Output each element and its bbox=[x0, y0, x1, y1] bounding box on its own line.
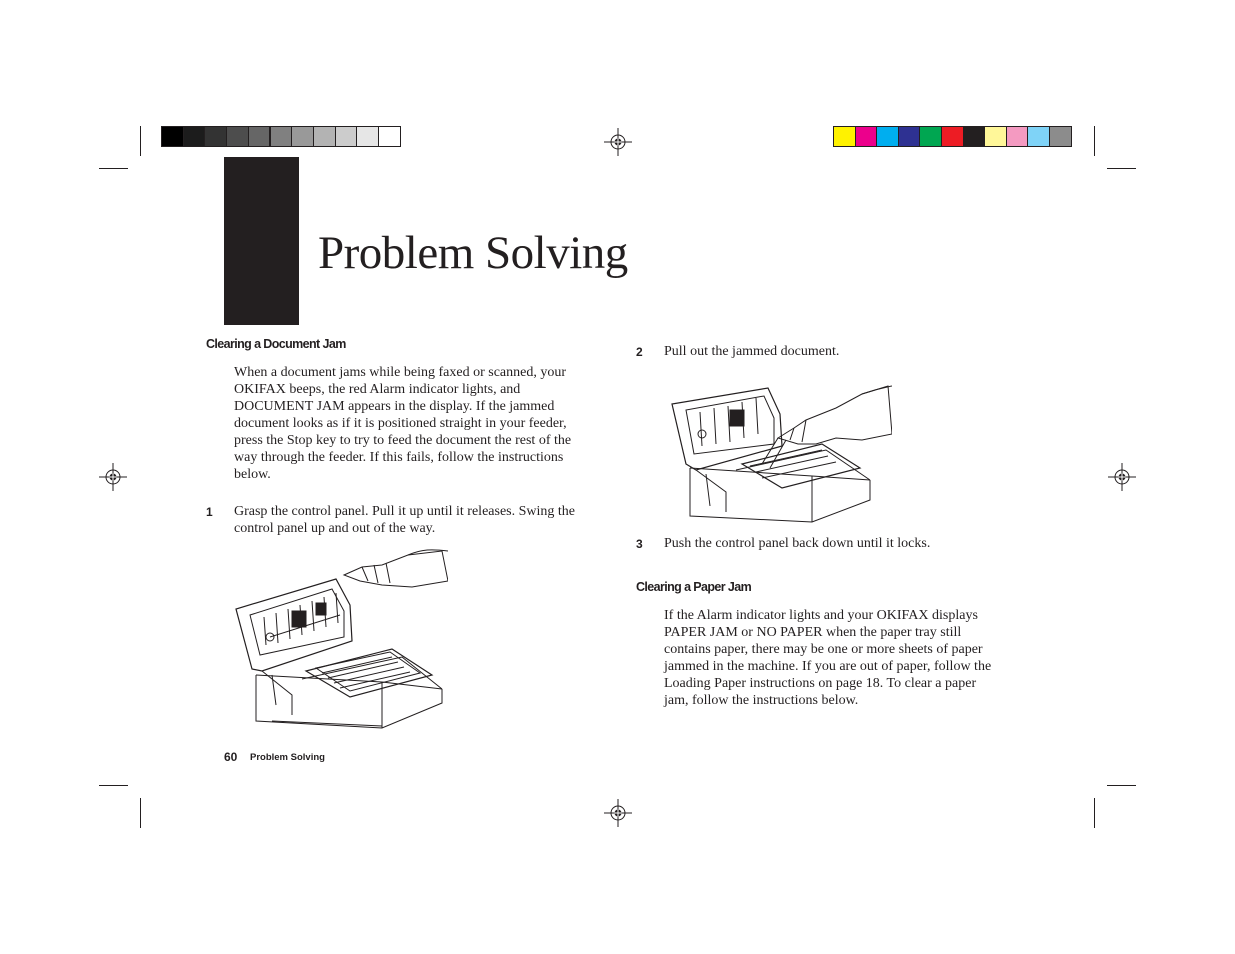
footer-section-name: Problem Solving bbox=[250, 752, 325, 763]
fax-control-panel-open-illustration bbox=[232, 545, 448, 731]
color-swatch bbox=[876, 126, 899, 147]
color-swatch bbox=[898, 126, 921, 147]
registration-mark-icon bbox=[99, 463, 127, 491]
page-title: Problem Solving bbox=[318, 227, 628, 279]
color-swatch bbox=[833, 126, 856, 147]
section-heading-document-jam: Clearing a Document Jam bbox=[206, 337, 346, 351]
paper-jam-intro: If the Alarm indicator lights and your OKIFAX displays PAPER JAM or NO PAPER when the paper tray still contains paper, there may be one or more sheets of paper jammed in the machine. If you are out of paper, follow the Loading Paper instructions on page 18. To clear a paper jam, follow the instructions below. bbox=[664, 608, 992, 708]
step-number: 2 bbox=[636, 345, 643, 359]
color-swatch bbox=[161, 126, 184, 147]
step-number: 3 bbox=[636, 537, 643, 551]
crop-mark bbox=[1094, 126, 1095, 156]
step-2-text: Pull out the jammed document. bbox=[664, 344, 840, 359]
crop-mark bbox=[140, 126, 141, 156]
section-heading-paper-jam: Clearing a Paper Jam bbox=[636, 580, 752, 594]
crop-mark bbox=[140, 798, 141, 828]
color-swatch bbox=[1027, 126, 1050, 147]
color-swatch bbox=[291, 126, 314, 147]
registration-mark-icon bbox=[604, 128, 632, 156]
color-swatch bbox=[183, 126, 206, 147]
color-swatch bbox=[270, 126, 293, 147]
crop-mark bbox=[99, 785, 128, 786]
color-swatch bbox=[919, 126, 942, 147]
color-swatch bbox=[378, 126, 401, 147]
crop-mark bbox=[1107, 168, 1136, 169]
step-1-text: Grasp the control panel. Pull it up until it releases. Swing the control panel up and out of the way. bbox=[234, 504, 575, 536]
crop-mark bbox=[1107, 785, 1136, 786]
registration-mark-icon bbox=[1108, 463, 1136, 491]
color-swatch bbox=[984, 126, 1007, 147]
color-swatch bbox=[963, 126, 986, 147]
crop-mark bbox=[99, 168, 128, 169]
color-swatch bbox=[335, 126, 358, 147]
pull-jammed-document-illustration bbox=[666, 384, 892, 524]
step-3-text: Push the control panel back down until it locks. bbox=[664, 536, 931, 551]
page-number: 60 bbox=[224, 750, 238, 764]
color-swatch bbox=[248, 126, 271, 147]
color-swatch bbox=[204, 126, 227, 147]
crop-mark bbox=[1094, 798, 1095, 828]
document-jam-intro: When a document jams while being faxed or scanned, your OKIFAX beeps, the red Alarm indicator lights, and DOCUMENT JAM appears in the display. If the jammed document looks as if it is positioned straight in your feeder, press the Stop key to try to feed the document the rest of the way through the feeder. If this fails, follow the instructions below. bbox=[234, 365, 572, 482]
color-swatch bbox=[941, 126, 964, 147]
color-swatch bbox=[1006, 126, 1029, 147]
step-number: 1 bbox=[206, 505, 213, 519]
color-swatch bbox=[1049, 126, 1072, 147]
color-swatch bbox=[356, 126, 379, 147]
chapter-tab-block bbox=[224, 157, 299, 325]
color-swatch bbox=[855, 126, 878, 147]
registration-mark-icon bbox=[604, 799, 632, 827]
color-swatch bbox=[226, 126, 249, 147]
color-swatch bbox=[313, 126, 336, 147]
